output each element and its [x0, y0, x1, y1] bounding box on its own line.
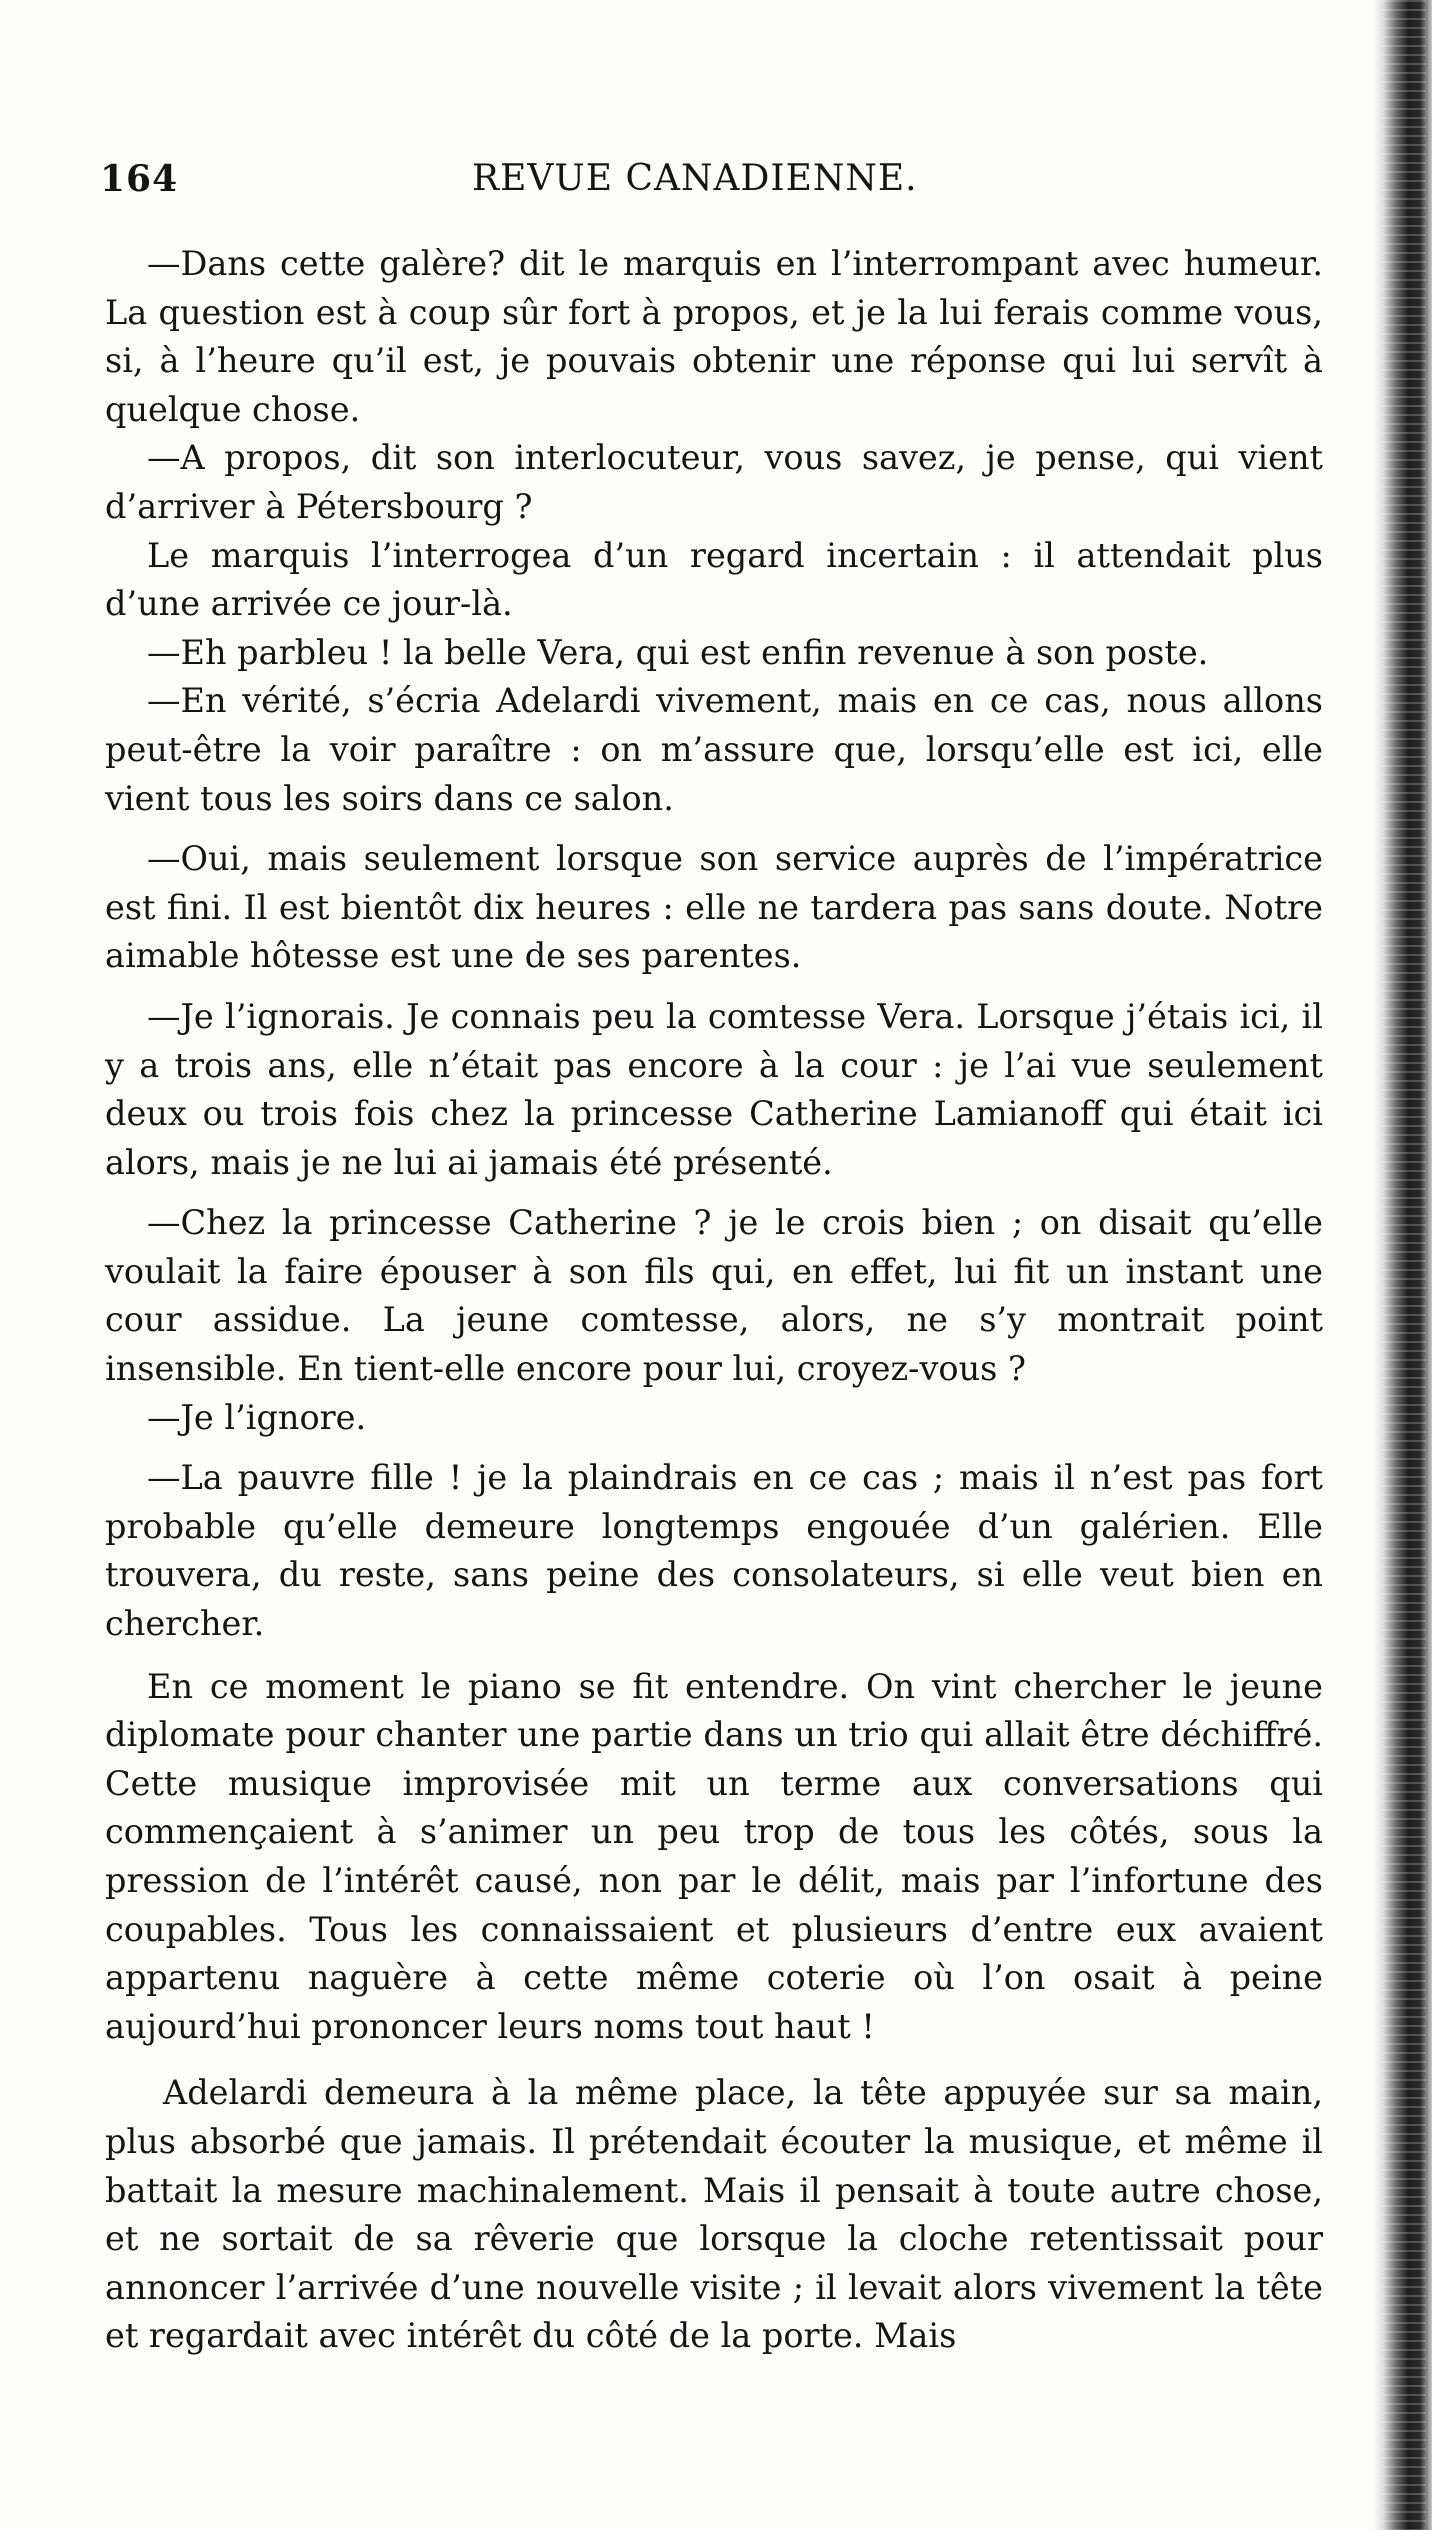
- paragraph: —Je l’ignore.: [147, 1397, 367, 1437]
- paragraph: Le marquis l’interrogea d’un regard incertain : il attendait plus d’une arrivée ce jour-là.: [105, 535, 1323, 624]
- paragraph: —La pauvre fille ! je la plaindrais en ce cas ; mais il n’est pas fort probable qu’elle demeure longtemps engouée d’un galérien. Elle trouvera, du reste, sans peine des consolateurs, si elle veut bien en chercher.: [105, 1458, 1323, 1644]
- body-text: [105, 240, 1323, 2361]
- paragraph: —Dans cette galère? dit le marquis en l’interrompant avec humeur. La question est à coup sûr fort à propos, et je la lui ferais comme vous, si, à l’heure qu’il est, je pouvais obtenir une réponse qui lui servît à quelque chose.: [105, 244, 1323, 429]
- binding-edge-texture: [1380, 0, 1426, 2530]
- running-head: [100, 158, 1332, 208]
- paragraph: —Chez la princesse Catherine ? je le crois bien ; on disait qu’elle voulait la faire épouser à son fils qui, en effet, lui fit un instant une cour assidue. La jeune comtesse, alors, ne s’y montrait point insensible. En tient-elle encore pour lui, croyez-vous ?: [105, 1203, 1323, 1389]
- journal-title: REVUE CANADIENNE.: [472, 158, 918, 199]
- paragraph: —En vérité, s’écria Adelardi vivement, mais en ce cas, nous allons peut-être la voir paraître : on m’assure que, lorsqu’elle est ici, elle vient tous les soirs dans ce salon.: [105, 681, 1323, 818]
- paragraph: En ce moment le piano se fit entendre. On vint chercher le jeune diplomate pour chanter une partie dans un trio qui allait être déchiffré. Cette musique improvisée mit un terme aux conversations qui commençaient à s’animer un peu trop de tous les côtés, sous la pression de l’intérêt causé, non par le délit, mais par l’infortune des coupables. Tous les connaissaient et plusieurs d’entre eux avaient appartenu naguère à cette même coterie où l’on osait à peine aujourd’hui prononcer leurs noms tout haut !: [105, 1666, 1323, 2046]
- paragraph: —Oui, mais seulement lorsque son service auprès de l’impératrice est fini. Il est bientôt dix heures : elle ne tardera pas sans doute. Notre aimable hôtesse est une de ses parentes.: [105, 839, 1323, 976]
- binding-edge: [1374, 0, 1432, 2530]
- paragraph: —A propos, dit son interlocuteur, vous savez, je pense, qui vient d’arriver à Pétersbourg ?: [105, 438, 1323, 526]
- page-number: 164: [100, 158, 179, 200]
- paragraph: Adelardi demeura à la même place, la tête appuyée sur sa main, plus absorbé que jamais. Il prétendait écouter la musique, et même il battait la mesure machinalement. Mais il pensait à toute autre chose, et ne sortait de sa rêverie que lorsque la cloche retentissait pour annoncer l’arrivée d’une nouvelle visite ; il levait alors vivement la tête et regardait avec intérêt du côté de la porte. Mais: [105, 2073, 1323, 2356]
- paragraph: —Je l’ignorais. Je connais peu la comtesse Vera. Lorsque j’étais ici, il y a trois ans, elle n’était pas encore à la cour : je l’ai vue seulement deux ou trois fois chez la princesse Catherine Lamianoff qui était ici alors, mais je ne lui ai jamais été présenté.: [105, 996, 1323, 1182]
- paragraph: —Eh parbleu ! la belle Vera, qui est enfin revenue à son poste.: [147, 632, 1209, 672]
